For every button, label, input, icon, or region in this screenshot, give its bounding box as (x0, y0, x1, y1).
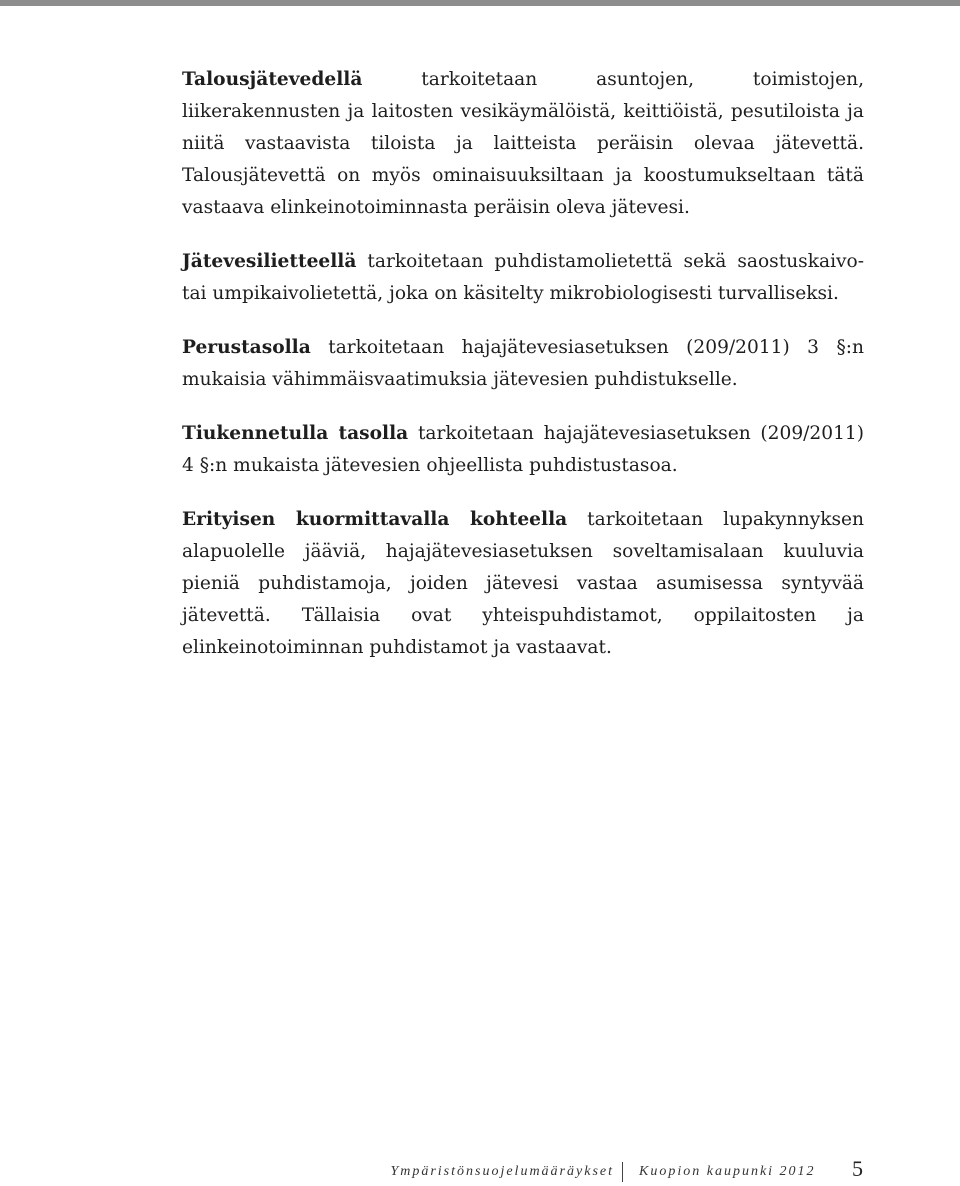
page-footer (0, 1156, 960, 1186)
footer-document-title: Ympäristönsuojelumääräykset (390, 1164, 614, 1179)
definition-term: Tiukennetulla tasolla (182, 423, 409, 444)
definition-text: tarkoitetaan puhdistamolietettä sekä saostuskaivo- tai umpikaivolietettä, joka on käsitelty mikrobiologisesti turvalliseksi. (182, 251, 864, 304)
definition-term: Erityisen kuormittavalla kohteella (182, 509, 568, 530)
definition-term: Talousjätevedellä (182, 69, 363, 90)
definition-paragraph (182, 246, 864, 310)
definition-term: Jätevesilietteellä (182, 251, 357, 272)
definition-text: tarkoitetaan hajajätevesiasetuksen (209/2011) 4 §:n mukaista jätevesien ohjeellista puhdistustasoa. (182, 423, 864, 476)
definition-text: tarkoitetaan lupakynnyksen alapuolelle jääviä, hajajätevesiasetuksen soveltamisalaan kuuluvia pieniä puhdistamoja, joiden jätevesi vastaa asumisessa syntyvää jätevettä. Tällaisia ovat yhteispuhdistamot, oppilaitosten ja elinkeinotoiminnan puhdistamot ja vastaavat. (182, 509, 864, 658)
definition-text: tarkoitetaan hajajätevesiasetuksen (209/2011) 3 §:n mukaisia vähimmäisvaatimuksia jätevesien puhdistukselle. (182, 337, 864, 390)
page-number: 5 (852, 1156, 863, 1181)
definition-term: Perustasolla (182, 337, 311, 358)
document-body (182, 64, 864, 686)
top-rule (0, 0, 960, 6)
footer-publisher: Kuopion kaupunki 2012 (639, 1164, 816, 1179)
footer-divider (622, 1162, 623, 1182)
definition-paragraph (182, 64, 864, 224)
definition-paragraph (182, 332, 864, 396)
definition-text: tarkoitetaan asuntojen, toimistojen, liikerakennusten ja laitosten vesikäymälöistä, keittiöistä, pesutiloista ja niitä vastaavista tiloista ja laitteista peräisin olevaa jätevettä. Talousjätevettä on myös ominaisuuksiltaan ja koostumukseltaan tätä vastaava elinkeinotoiminnasta peräisin oleva jätevesi. (182, 69, 864, 218)
definition-paragraph (182, 504, 864, 664)
definition-paragraph (182, 418, 864, 482)
